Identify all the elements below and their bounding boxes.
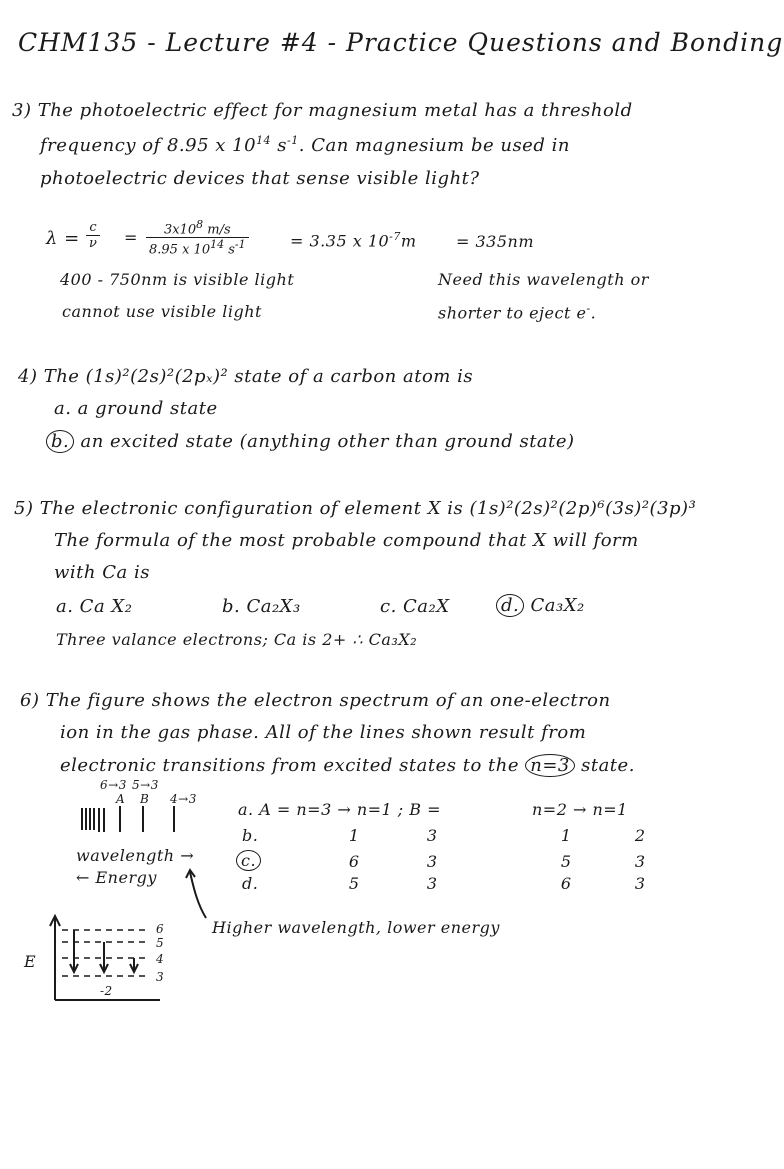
circled-answer-d: d. <box>496 594 524 617</box>
q4-stem: 4) The (1s)²(2s)²(2pₓ)² state of a carbon atom is <box>18 366 474 387</box>
q6-c-v4: 3 <box>634 852 646 871</box>
q6-option-c-letter <box>236 850 261 871</box>
note-visible-range: 400 - 750nm is visible light <box>60 270 295 289</box>
q6-stem-3: electronic transitions from excited states to the n=3 state. <box>60 755 635 776</box>
q5-stem-1: 5) The electronic configuration of element X is (1s)²(2s)²(2p)⁶(3s)²(3p)³ <box>14 498 697 519</box>
lambda-label: λ = <box>46 228 80 249</box>
q6-option-b-letter: b. <box>242 826 259 845</box>
wavelength-result-m: = 3.35 x $10^{-7}m$ <box>290 230 417 251</box>
q6-stem-2: ion in the gas phase. All of the lines shown result from <box>60 722 587 743</box>
q6-option-a-b: n=2 → n=1 <box>532 800 628 819</box>
q6-d-v1: 5 <box>348 874 360 893</box>
label-6-to-3: 6→3 <box>100 778 127 792</box>
q6-b-v2: 3 <box>426 826 438 845</box>
label-line-b: B <box>140 792 150 806</box>
energy-label: ← Energy <box>76 868 157 887</box>
label-4-to-3: 4→3 <box>170 792 197 806</box>
q3-line-3: photoelectric devices that sense visible light? <box>40 168 480 189</box>
q3-line-1: 3) The photoelectric effect for magnesium metal has a threshold <box>12 100 633 121</box>
label-5-to-3: 5→3 <box>132 778 159 792</box>
q4-option-a: a. a ground state <box>54 398 218 419</box>
q6-c-v1: 6 <box>348 852 360 871</box>
q6-c-v2: 3 <box>426 852 438 871</box>
q6-b-v4: 2 <box>634 826 646 845</box>
circled-answer-c: c. <box>236 850 261 871</box>
q6-b-v3: 1 <box>560 826 572 845</box>
level-label-3: 3 <box>156 970 165 984</box>
q5-option-d: d. Ca₃X₂ <box>496 594 585 617</box>
equals-sign: = <box>124 228 138 247</box>
q3-line-2: frequency of 8.95 x $10^{14}$ $s^{-1}$. Can magnesium be used in <box>40 134 570 156</box>
q6-option-a: a. A = n=3 → n=1 ; B = <box>238 800 442 819</box>
q4-option-b: b. an excited state (anything other than ground state) <box>46 430 575 453</box>
label-line-a: A <box>116 792 126 806</box>
q6-d-v4: 3 <box>634 874 646 893</box>
wavelength-label: wavelength → <box>76 846 195 865</box>
q5-option-b: b. Ca₂X₃ <box>222 596 301 617</box>
q6-stem-1: 6) The figure shows the electron spectrum of an one-electron <box>20 690 611 711</box>
note-shorter: shorter to eject e-. <box>438 302 597 323</box>
q6-b-v1: 1 <box>348 826 360 845</box>
circled-answer-b: b. <box>46 430 74 453</box>
q6-option-d-letter: d. <box>242 874 259 893</box>
page-title: CHM135 - Lecture #4 - Practice Questions and Bonding <box>18 28 784 57</box>
note-cannot-use: cannot use visible light <box>62 302 262 321</box>
circled-n3: n=3 <box>525 754 575 777</box>
q5-stem-2: The formula of the most probable compound that X will form <box>54 530 639 551</box>
diagram-bottom-label: -2 <box>100 984 113 998</box>
q5-option-c: c. Ca₂X <box>380 596 450 617</box>
level-label-4: 4 <box>156 952 165 966</box>
higher-wavelength-note: Higher wavelength, lower energy <box>212 918 500 937</box>
q6-c-v3: 5 <box>560 852 572 871</box>
wavelength-result-nm: = 335nm <box>456 232 535 251</box>
q5-option-a: a. Ca X₂ <box>56 596 133 617</box>
fraction-speed-over-frequency: $\frac{3x10^8 m/s}{8.95 x 10^{14} s^{-1}}$ <box>146 218 249 258</box>
q6-d-v3: 6 <box>560 874 572 893</box>
fraction-c-over-nu: $\frac{c}{\nu}$ <box>86 220 100 251</box>
pointer-arrow <box>190 872 206 918</box>
level-label-5: 5 <box>156 936 165 950</box>
energy-axis-label: E <box>24 952 37 971</box>
level-label-6: 6 <box>156 922 165 936</box>
q6-d-v2: 3 <box>426 874 438 893</box>
q5-stem-3: with Ca is <box>54 562 150 583</box>
q5-note: Three valance electrons; Ca is 2+ ∴ Ca₃X₂ <box>56 630 418 649</box>
note-need-wavelength: Need this wavelength or <box>438 270 649 289</box>
